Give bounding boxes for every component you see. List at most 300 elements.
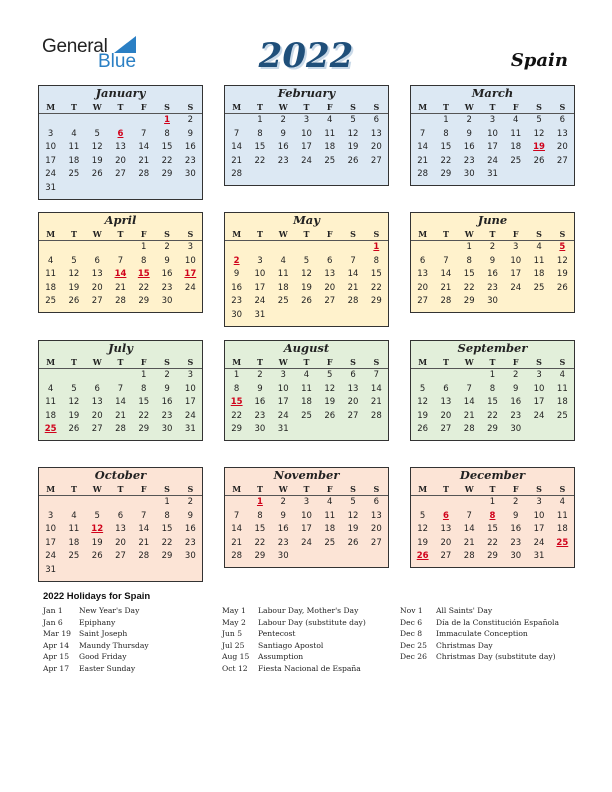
holiday-row xyxy=(222,617,366,629)
weekday-header: F xyxy=(512,484,519,494)
day-cell: 5 xyxy=(419,383,426,394)
weekday-header: T xyxy=(442,229,449,239)
week-row xyxy=(225,523,388,537)
empty-day-cell xyxy=(155,564,178,578)
day-cell: 31 xyxy=(277,424,289,435)
day-cell: 6 xyxy=(419,255,426,266)
day-cell: 6 xyxy=(327,255,333,266)
day-cell: 6 xyxy=(94,383,100,394)
empty-day-cell xyxy=(504,295,527,309)
weekday-header: T xyxy=(117,484,124,494)
day-cell: 18 xyxy=(277,282,289,293)
empty-day-cell xyxy=(62,496,85,510)
day-cell: 29 xyxy=(440,169,452,180)
weekday-header: S xyxy=(164,102,170,112)
day-cell: 19 xyxy=(68,282,80,293)
empty-day-cell xyxy=(318,550,341,564)
day-cell: 29 xyxy=(370,296,382,307)
day-cell: 1 xyxy=(257,115,263,125)
weekday-header: F xyxy=(140,357,147,367)
day-cell: 6 xyxy=(373,497,380,507)
day-cell: 6 xyxy=(117,510,124,521)
day-cell: 1 xyxy=(489,497,496,507)
holiday-date: Aug 15 xyxy=(222,652,250,661)
day-cell: 7 xyxy=(466,510,472,521)
holiday-row xyxy=(400,628,559,640)
week-row xyxy=(39,496,202,510)
holiday-date: Jan 6 xyxy=(43,617,63,627)
holiday-name: Easter Sunday xyxy=(79,663,136,673)
day-cell: 3 xyxy=(303,497,310,507)
day-cell: 12 xyxy=(556,255,568,266)
holiday-day-cell: 8 xyxy=(489,510,496,521)
day-cell: 17 xyxy=(277,397,289,408)
month-name: March xyxy=(471,86,514,100)
day-cell: 27 xyxy=(440,551,452,562)
day-cell: 22 xyxy=(463,282,475,293)
month-name: December xyxy=(459,468,526,482)
day-cell: 31 xyxy=(45,564,57,575)
week-row xyxy=(39,383,202,397)
week-row xyxy=(411,510,574,524)
day-cell: 18 xyxy=(324,524,336,535)
day-cell: 15 xyxy=(254,142,266,153)
week-row xyxy=(225,396,388,410)
weekday-header: T xyxy=(303,229,310,239)
day-cell: 19 xyxy=(91,537,103,548)
day-cell: 10 xyxy=(533,383,545,394)
day-cell: 13 xyxy=(115,524,126,535)
holiday-day-cell: 6 xyxy=(117,128,124,139)
day-cell: 16 xyxy=(254,397,266,408)
day-cell: 18 xyxy=(68,155,80,166)
week-row xyxy=(225,168,388,182)
day-cell: 27 xyxy=(556,155,568,166)
empty-day-cell xyxy=(411,114,434,128)
empty-day-cell xyxy=(318,168,341,182)
weekday-header: W xyxy=(92,484,102,494)
week-row xyxy=(39,523,202,537)
day-cell: 4 xyxy=(327,497,333,507)
day-cell: 26 xyxy=(301,296,312,307)
weekday-header: T xyxy=(117,229,124,239)
day-cell: 1 xyxy=(141,370,147,380)
day-cell: 1 xyxy=(141,242,147,252)
holiday-column xyxy=(400,605,559,663)
weekday-header-row xyxy=(39,228,202,241)
weekday-header: T xyxy=(256,229,263,239)
empty-day-cell xyxy=(39,241,62,255)
holiday-day-cell: 6 xyxy=(442,510,449,521)
day-cell: 9 xyxy=(513,383,519,394)
day-cell: 1 xyxy=(233,370,240,380)
day-cell: 24 xyxy=(45,169,57,180)
day-cell: 10 xyxy=(184,383,196,394)
day-cell: 8 xyxy=(164,128,170,139)
day-cell: 24 xyxy=(533,537,545,548)
day-cell: 24 xyxy=(510,282,522,293)
day-cell: 9 xyxy=(489,255,496,266)
empty-day-cell xyxy=(365,550,388,564)
day-cell: 14 xyxy=(231,524,243,535)
day-cell: 19 xyxy=(301,282,312,293)
weekday-header: T xyxy=(442,357,449,367)
day-cell: 12 xyxy=(68,397,80,408)
day-cell: 1 xyxy=(466,242,472,252)
day-cell: 5 xyxy=(327,370,333,380)
day-cell: 19 xyxy=(347,524,359,535)
weekday-header: W xyxy=(92,229,102,239)
empty-day-cell xyxy=(551,295,574,309)
week-row xyxy=(39,282,202,296)
day-cell: 27 xyxy=(417,296,429,307)
weekday-header: F xyxy=(326,484,333,494)
day-cell: 29 xyxy=(254,551,266,562)
empty-day-cell xyxy=(365,423,388,437)
weekday-header: S xyxy=(559,102,566,112)
day-cell: 20 xyxy=(91,410,103,421)
empty-day-cell xyxy=(272,309,295,323)
day-cell: 23 xyxy=(510,410,522,421)
holiday-date: Nov 1 xyxy=(400,606,423,615)
day-cell: 18 xyxy=(510,142,522,153)
weekday-header: F xyxy=(512,357,519,367)
holiday-name: Labour Day (substitute day) xyxy=(258,617,366,627)
day-cell: 3 xyxy=(536,370,542,380)
week-row xyxy=(411,523,574,537)
day-cell: 30 xyxy=(510,551,522,562)
week-row xyxy=(411,537,574,551)
weekday-header-row xyxy=(39,483,202,496)
day-cell: 2 xyxy=(187,497,194,507)
week-row xyxy=(411,155,574,169)
empty-day-cell xyxy=(132,114,155,128)
empty-day-cell xyxy=(272,241,295,255)
day-cell: 28 xyxy=(440,296,452,307)
day-cell: 24 xyxy=(487,155,498,166)
day-cell: 23 xyxy=(487,282,498,293)
empty-day-cell xyxy=(225,114,248,128)
day-cell: 12 xyxy=(347,510,359,521)
day-cell: 24 xyxy=(254,296,266,307)
day-cell: 8 xyxy=(443,128,449,139)
day-cell: 31 xyxy=(45,182,57,193)
day-cell: 29 xyxy=(463,296,475,307)
day-cell: 4 xyxy=(71,510,77,521)
day-cell: 27 xyxy=(115,551,126,562)
day-cell: 10 xyxy=(184,255,196,266)
day-cell: 11 xyxy=(324,510,336,521)
week-row xyxy=(39,114,202,128)
day-cell: 28 xyxy=(138,551,150,562)
day-cell: 23 xyxy=(254,410,266,421)
weekday-header: F xyxy=(326,357,333,367)
week-row xyxy=(225,537,388,551)
month-december xyxy=(410,467,575,568)
day-cell: 25 xyxy=(301,410,312,421)
day-cell: 12 xyxy=(533,128,545,139)
empty-day-cell xyxy=(341,168,364,182)
day-cell: 22 xyxy=(138,282,150,293)
week-row xyxy=(225,128,388,142)
empty-day-cell xyxy=(109,496,132,510)
month-name: February xyxy=(277,86,336,100)
empty-day-cell xyxy=(551,168,574,182)
weekday-header: S xyxy=(164,484,170,494)
day-cell: 30 xyxy=(463,169,475,180)
empty-day-cell xyxy=(132,496,155,510)
day-cell: 8 xyxy=(257,510,263,521)
month-name: May xyxy=(293,213,320,227)
weekday-header: S xyxy=(187,229,194,239)
day-cell: 3 xyxy=(513,242,519,252)
day-cell: 31 xyxy=(533,551,545,562)
day-cell: 15 xyxy=(463,269,475,280)
day-cell: 12 xyxy=(68,269,80,280)
holiday-name: Santiago Apostol xyxy=(258,640,324,650)
week-row xyxy=(39,141,202,155)
week-row xyxy=(39,510,202,524)
holiday-date: Dec 6 xyxy=(400,617,423,627)
day-cell: 29 xyxy=(487,551,498,562)
week-row xyxy=(411,128,574,142)
holiday-date: Jan 1 xyxy=(43,606,63,615)
day-cell: 9 xyxy=(280,510,286,521)
holiday-row xyxy=(43,628,149,640)
day-cell: 5 xyxy=(71,383,77,394)
weekday-header: T xyxy=(303,357,310,367)
weekday-header: M xyxy=(418,484,428,494)
day-cell: 14 xyxy=(138,524,150,535)
day-cell: 8 xyxy=(141,255,147,266)
holiday-name: New Year's Day xyxy=(79,606,140,615)
empty-day-cell xyxy=(179,295,202,309)
empty-day-cell xyxy=(434,241,457,255)
holiday-row xyxy=(43,663,149,675)
day-cell: 4 xyxy=(559,370,566,380)
holiday-name: All Saints' Day xyxy=(436,606,493,615)
empty-day-cell xyxy=(318,241,341,255)
holiday-row xyxy=(43,605,149,617)
month-name: September xyxy=(457,341,528,355)
day-cell: 27 xyxy=(324,296,336,307)
day-cell: 13 xyxy=(91,397,103,408)
day-cell: 10 xyxy=(301,128,312,139)
weekday-header: F xyxy=(512,229,519,239)
holiday-name: Fiesta Nacional de España xyxy=(258,663,361,673)
weekday-header: T xyxy=(70,484,77,494)
holiday-row xyxy=(400,651,559,663)
day-cell: 5 xyxy=(350,115,356,125)
day-cell: 2 xyxy=(466,115,472,125)
month-name: July xyxy=(108,341,133,355)
week-row xyxy=(411,114,574,128)
day-cell: 9 xyxy=(257,383,263,394)
day-cell: 14 xyxy=(463,397,475,408)
day-cell: 4 xyxy=(280,255,286,266)
week-row xyxy=(39,410,202,424)
day-cell: 25 xyxy=(324,155,336,166)
empty-day-cell xyxy=(318,309,341,323)
day-cell: 1 xyxy=(443,115,449,125)
day-cell: 11 xyxy=(556,510,568,521)
day-cell: 15 xyxy=(161,142,173,153)
day-cell: 8 xyxy=(466,255,472,266)
day-cell: 23 xyxy=(184,537,196,548)
day-cell: 12 xyxy=(347,128,359,139)
day-cell: 19 xyxy=(324,397,336,408)
day-cell: 22 xyxy=(254,537,266,548)
empty-day-cell xyxy=(411,241,434,255)
day-cell: 9 xyxy=(164,383,170,394)
holiday-row xyxy=(222,640,366,652)
month-name: August xyxy=(283,341,330,355)
day-cell: 29 xyxy=(161,169,173,180)
day-cell: 22 xyxy=(138,410,150,421)
day-cell: 4 xyxy=(303,370,310,380)
empty-day-cell xyxy=(341,241,364,255)
weekday-header: M xyxy=(46,102,56,112)
weekday-header: S xyxy=(373,357,380,367)
day-cell: 14 xyxy=(347,269,359,280)
day-cell: 20 xyxy=(417,282,429,293)
weekday-header: M xyxy=(46,484,56,494)
empty-day-cell xyxy=(295,241,318,255)
day-cell: 17 xyxy=(254,282,266,293)
day-cell: 5 xyxy=(419,510,426,521)
day-cell: 9 xyxy=(164,255,170,266)
day-cell: 16 xyxy=(277,142,289,153)
day-cell: 28 xyxy=(231,551,243,562)
day-cell: 21 xyxy=(463,410,475,421)
day-cell: 24 xyxy=(184,410,196,421)
week-row xyxy=(225,423,388,437)
day-cell: 24 xyxy=(277,410,289,421)
day-cell: 24 xyxy=(533,410,545,421)
weekday-header: W xyxy=(464,357,474,367)
day-cell: 26 xyxy=(417,424,429,435)
week-row xyxy=(225,410,388,424)
day-cell: 15 xyxy=(487,397,498,408)
day-cell: 28 xyxy=(231,169,243,180)
day-cell: 27 xyxy=(440,424,452,435)
day-cell: 4 xyxy=(559,497,566,507)
week-row xyxy=(411,423,574,437)
day-cell: 23 xyxy=(277,537,289,548)
day-cell: 5 xyxy=(350,497,356,507)
month-october xyxy=(38,467,203,582)
day-cell: 23 xyxy=(161,282,173,293)
holiday-day-cell: 26 xyxy=(416,551,429,562)
empty-day-cell xyxy=(318,423,341,437)
day-cell: 28 xyxy=(463,551,475,562)
day-cell: 7 xyxy=(117,255,124,266)
week-row xyxy=(39,182,202,196)
weekday-header: T xyxy=(70,102,77,112)
holiday-day-cell: 5 xyxy=(559,242,566,252)
holiday-day-cell: 14 xyxy=(114,269,127,280)
calendar-year-title: 2022 xyxy=(258,36,354,76)
day-cell: 16 xyxy=(463,142,475,153)
weekday-header: T xyxy=(256,102,263,112)
day-cell: 28 xyxy=(115,296,126,307)
day-cell: 21 xyxy=(138,537,150,548)
day-cell: 3 xyxy=(187,370,194,380)
weekday-header: S xyxy=(164,357,170,367)
week-row xyxy=(39,268,202,282)
day-cell: 28 xyxy=(347,296,359,307)
empty-day-cell xyxy=(179,564,202,578)
day-cell: 17 xyxy=(487,142,498,153)
empty-day-cell xyxy=(225,241,248,255)
holiday-day-cell: 15 xyxy=(230,397,243,408)
day-cell: 20 xyxy=(91,282,103,293)
day-cell: 10 xyxy=(301,510,312,521)
empty-day-cell xyxy=(109,114,132,128)
day-cell: 31 xyxy=(184,424,196,435)
week-row xyxy=(39,369,202,383)
day-cell: 11 xyxy=(510,128,522,139)
week-row xyxy=(225,383,388,397)
day-cell: 30 xyxy=(161,296,173,307)
day-cell: 2 xyxy=(164,370,170,380)
day-cell: 16 xyxy=(277,524,289,535)
holiday-day-cell: 19 xyxy=(533,142,545,153)
weekday-header: M xyxy=(46,229,56,239)
weekday-header: F xyxy=(140,484,147,494)
day-cell: 24 xyxy=(301,537,312,548)
day-cell: 25 xyxy=(68,551,80,562)
day-cell: 1 xyxy=(489,370,496,380)
empty-day-cell xyxy=(109,182,132,196)
day-cell: 17 xyxy=(533,524,545,535)
weekday-header: F xyxy=(140,102,147,112)
empty-day-cell xyxy=(62,182,85,196)
weekday-header: W xyxy=(464,229,474,239)
day-cell: 29 xyxy=(138,296,150,307)
day-cell: 29 xyxy=(138,424,150,435)
empty-day-cell xyxy=(527,295,550,309)
day-cell: 29 xyxy=(161,551,173,562)
day-cell: 23 xyxy=(231,296,243,307)
day-cell: 28 xyxy=(370,410,382,421)
day-cell: 11 xyxy=(45,397,57,408)
weekday-header: T xyxy=(489,102,496,112)
day-cell: 17 xyxy=(45,155,57,166)
week-row xyxy=(225,295,388,309)
holiday-date: Jul 25 xyxy=(222,640,245,650)
day-cell: 15 xyxy=(161,524,173,535)
day-cell: 26 xyxy=(68,424,80,435)
day-cell: 9 xyxy=(466,128,472,139)
day-cell: 15 xyxy=(487,524,498,535)
weekday-header: W xyxy=(278,229,288,239)
day-cell: 27 xyxy=(347,410,359,421)
empty-day-cell xyxy=(225,496,248,510)
day-cell: 11 xyxy=(277,269,289,280)
week-row xyxy=(39,155,202,169)
weekday-header: T xyxy=(70,357,77,367)
day-cell: 2 xyxy=(280,115,286,125)
month-name: June xyxy=(477,213,508,227)
week-row xyxy=(39,537,202,551)
week-row xyxy=(411,255,574,269)
day-cell: 21 xyxy=(463,537,475,548)
day-cell: 18 xyxy=(556,524,568,535)
holiday-day-cell: 2 xyxy=(233,255,240,266)
day-cell: 5 xyxy=(536,115,542,125)
weekday-header: W xyxy=(464,102,474,112)
